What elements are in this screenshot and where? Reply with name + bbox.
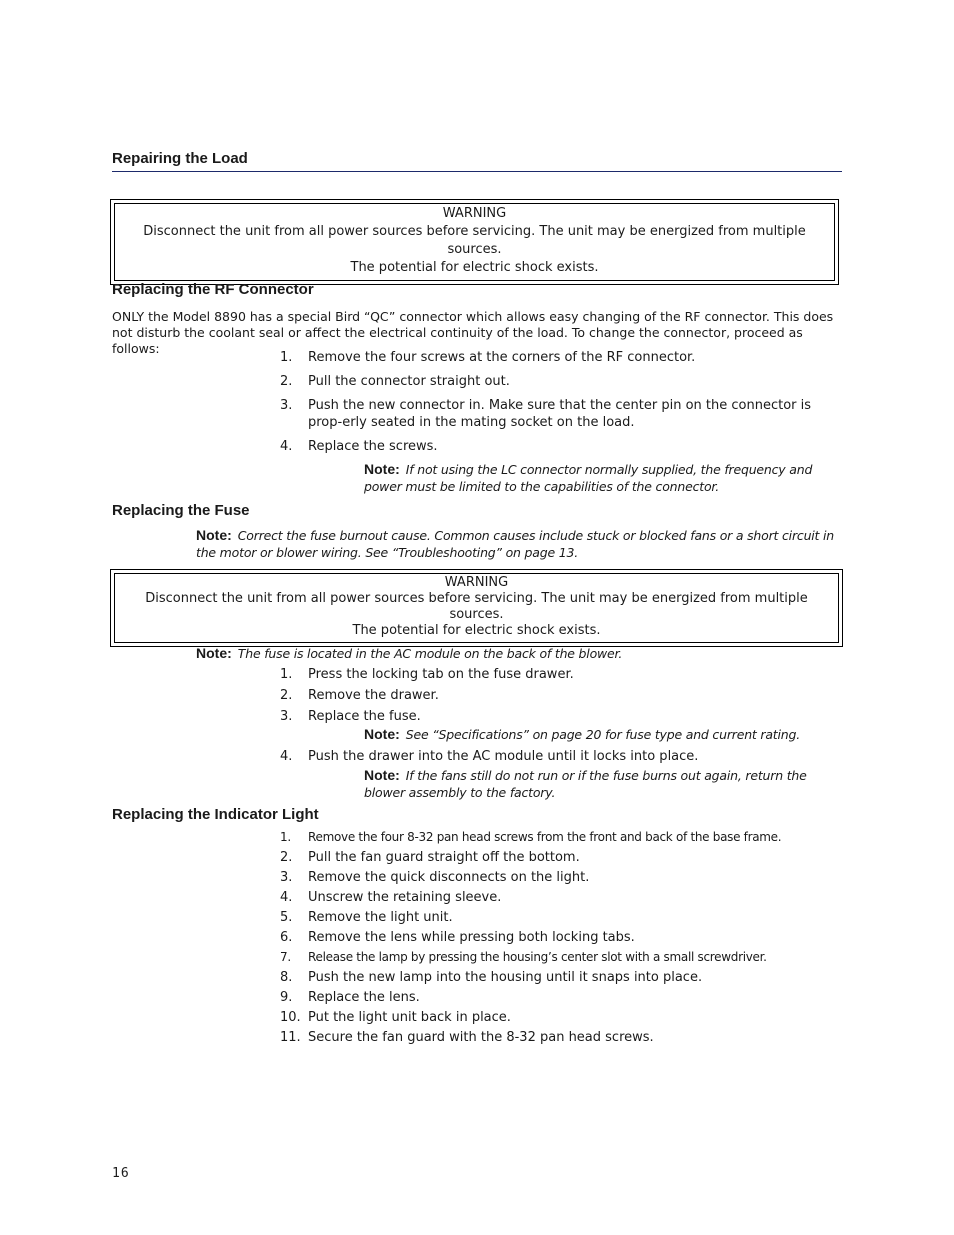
step-text: Release the lamp by pressing the housing’s center slot with a small screwdriver. <box>308 950 767 964</box>
list-item <box>280 687 842 704</box>
step-number: 1. <box>280 830 291 844</box>
list-item <box>280 373 842 390</box>
note-text: If not using the LC connector normally supplied, the frequency and power must be limited to the capabilities of the connector. <box>364 462 813 494</box>
note-label: Note: <box>364 767 400 783</box>
step-number: 3. <box>280 709 293 724</box>
list-item <box>280 949 842 966</box>
step-text: Pull the fan guard straight off the bottom. <box>308 850 580 865</box>
fuse-note-1 <box>196 527 842 561</box>
rf-connector-heading: Replacing the RF Connector <box>112 281 314 298</box>
list-item <box>280 438 842 455</box>
step-text: Press the locking tab on the fuse drawer. <box>308 667 574 682</box>
step-number: 11. <box>280 1030 301 1045</box>
rf-connector-intro: ONLY the Model 8890 has a special Bird “QC” connector which allows easy changing of the RF connector. This does not disturb the coolant seal or affect the electrical continuity of the load. To change the connector, proceed as follows: <box>112 309 834 356</box>
warning-text-line-2: The potential for electric shock exists. <box>350 260 599 275</box>
note-text: The fuse is located in the AC module on the back of the blower. <box>237 646 623 661</box>
step-text: Push the drawer into the AC module until it locks into place. <box>308 749 699 764</box>
step-number: 4. <box>280 439 293 454</box>
step-text: Remove the four screws at the corners of the RF connector. <box>308 350 696 365</box>
rf-connector-steps <box>280 349 842 455</box>
page-number: 16 <box>112 1166 130 1181</box>
step-text: Secure the fan guard with the 8-32 pan head screws. <box>308 1030 654 1045</box>
warning-box-1 <box>110 199 839 285</box>
step-text: Remove the light unit. <box>308 910 453 925</box>
list-item <box>280 1029 842 1046</box>
step-text: Push the new connector in. Make sure that the center pin on the connector is prop-erly seated in the mating socket on the load. <box>308 398 812 430</box>
list-item <box>280 748 842 765</box>
step-text: Push the new lamp into the housing until it snaps into place. <box>308 970 703 985</box>
warning-text-line-2: The potential for electric shock exists. <box>352 623 601 638</box>
list-item <box>280 969 842 986</box>
step-text: Remove the quick disconnects on the light. <box>308 870 590 885</box>
list-item <box>280 849 842 866</box>
list-item <box>280 666 842 683</box>
step-number: 2. <box>280 688 293 703</box>
warning-label: WARNING <box>442 206 507 221</box>
step-number: 2. <box>280 374 293 389</box>
list-item <box>280 989 842 1006</box>
step-number: 3. <box>280 870 293 885</box>
fuse-heading: Replacing the Fuse <box>112 502 250 519</box>
step-text: Remove the lens while pressing both locking tabs. <box>308 930 635 945</box>
step-number: 1. <box>280 350 293 365</box>
step-number: 4. <box>280 749 293 764</box>
fuse-steps-b <box>280 748 842 765</box>
warning-box-2 <box>110 569 843 647</box>
section-divider <box>112 171 842 172</box>
note-text: Correct the fuse burnout cause. Common causes include stuck or blocked fans or a short circuit in the motor or blower wiring. See “Troubleshooting” on page 13. <box>196 528 835 560</box>
list-item <box>280 869 842 886</box>
fuse-note-2 <box>196 645 842 662</box>
step-text: Remove the drawer. <box>308 688 439 703</box>
rf-connector-note <box>364 461 834 495</box>
step-text: Replace the lens. <box>308 990 420 1005</box>
step-text: Put the light unit back in place. <box>308 1010 511 1025</box>
step-text: Remove the four 8-32 pan head screws from the front and back of the base frame. <box>308 830 782 844</box>
step-number: 5. <box>280 910 293 925</box>
note-text: If the fans still do not run or if the fuse burns out again, return the blower assembly to the factory. <box>364 768 807 800</box>
step-text: Replace the screws. <box>308 439 438 454</box>
list-item <box>280 1009 842 1026</box>
step-text: Unscrew the retaining sleeve. <box>308 890 502 905</box>
step-number: 6. <box>280 930 293 945</box>
fuse-note-4 <box>364 767 834 801</box>
note-label: Note: <box>196 527 232 543</box>
list-item <box>280 909 842 926</box>
list-item <box>280 708 842 725</box>
warning-text-line-1: Disconnect the unit from all power sources before servicing. The unit may be energized from multiple sources. <box>143 224 806 257</box>
fuse-steps-a <box>280 666 842 725</box>
note-label: Note: <box>364 726 400 742</box>
step-number: 1. <box>280 667 293 682</box>
step-number: 4. <box>280 890 293 905</box>
list-item <box>280 929 842 946</box>
step-text: Pull the connector straight out. <box>308 374 510 389</box>
step-number: 8. <box>280 970 293 985</box>
list-item <box>280 397 842 431</box>
note-label: Note: <box>196 645 232 661</box>
note-text: See “Specifications” on page 20 for fuse type and current rating. <box>405 727 800 742</box>
warning-label: WARNING <box>444 575 509 590</box>
step-number: 7. <box>280 950 291 964</box>
section-title: Repairing the Load <box>112 150 248 167</box>
note-label: Note: <box>364 461 400 477</box>
step-number: 3. <box>280 398 293 413</box>
step-number: 2. <box>280 850 293 865</box>
list-item <box>280 829 842 846</box>
step-number: 9. <box>280 990 293 1005</box>
indicator-light-heading: Replacing the Indicator Light <box>112 806 319 823</box>
step-number: 10. <box>280 1010 301 1025</box>
list-item <box>280 349 842 366</box>
list-item <box>280 889 842 906</box>
warning-text-line-1: Disconnect the unit from all power sources before servicing. The unit may be energized from multiple sources. <box>145 591 808 622</box>
step-text: Replace the fuse. <box>308 709 421 724</box>
indicator-light-steps <box>280 829 842 1046</box>
fuse-note-3 <box>364 726 834 743</box>
